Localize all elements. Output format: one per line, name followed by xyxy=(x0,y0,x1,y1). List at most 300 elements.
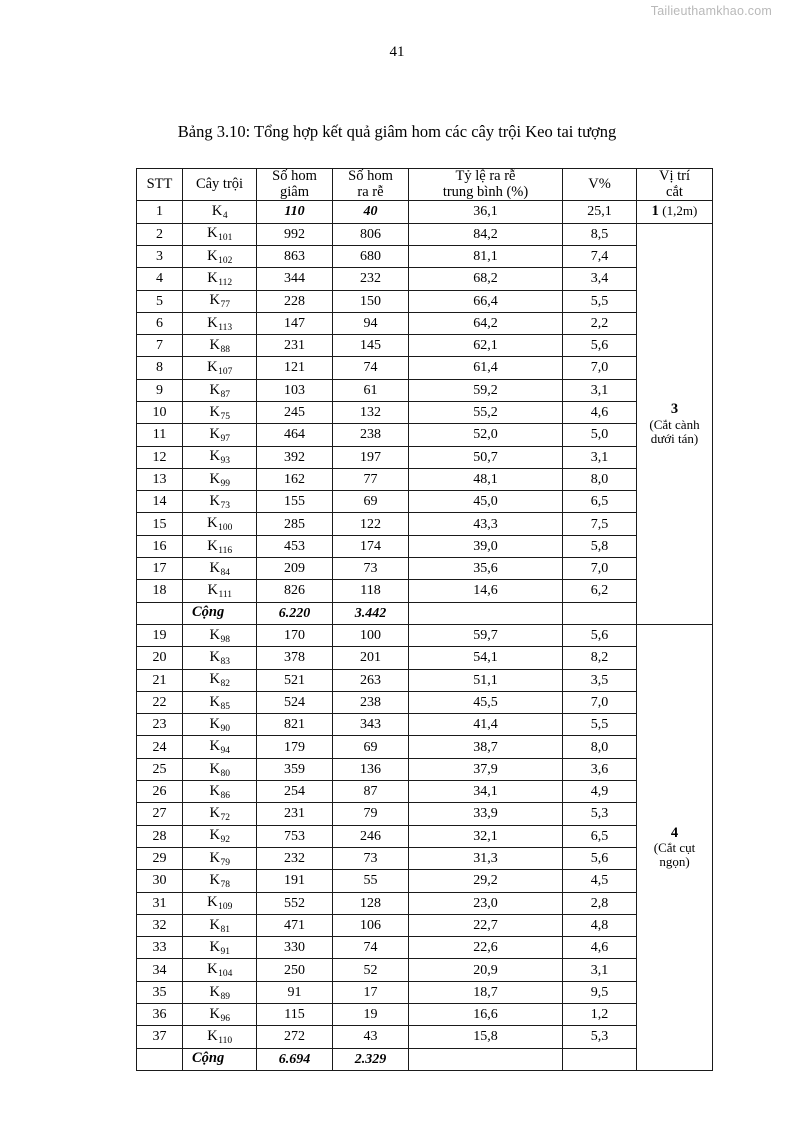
tree-code-letter: K xyxy=(207,359,218,376)
cell-stt: 8 xyxy=(137,357,183,379)
cell-rooted: 69 xyxy=(333,736,409,758)
tree-code-letter: K xyxy=(209,492,220,509)
tree-code-subscript: 75 xyxy=(220,411,230,422)
tree-code-subscript: 89 xyxy=(220,991,230,1002)
cell-rooted: 174 xyxy=(333,535,409,557)
cell-tree-code xyxy=(183,825,257,847)
cell-rooted: 118 xyxy=(333,580,409,602)
tree-code-letter: K xyxy=(207,961,218,978)
cell-rooting-rate: 50,7 xyxy=(409,446,563,468)
cell-variation: 2,2 xyxy=(563,312,637,334)
table-row xyxy=(137,335,713,357)
cell-tree-code xyxy=(183,892,257,914)
tree-code-subscript: 85 xyxy=(220,701,230,712)
cell-cuttings: 191 xyxy=(257,870,333,892)
table-row xyxy=(137,758,713,780)
cell-sum-label: Cộng xyxy=(183,1048,257,1070)
cell-variation: 1,2 xyxy=(563,1004,637,1026)
cell-rooting-rate: 59,7 xyxy=(409,624,563,646)
cell-rooted: 806 xyxy=(333,223,409,245)
header-rate xyxy=(409,169,563,201)
header-position-line1: Vị trí xyxy=(658,168,690,184)
table-row xyxy=(137,446,713,468)
cell-tree-code xyxy=(183,1026,257,1048)
cell-tree-code xyxy=(183,758,257,780)
cell-rooted: 106 xyxy=(333,914,409,936)
cell-stt: 13 xyxy=(137,468,183,490)
cell-stt: 4 xyxy=(137,268,183,290)
table-sum-row xyxy=(137,1048,713,1070)
cell-tree-code xyxy=(183,245,257,267)
cell-sum-cuttings: 6.694 xyxy=(257,1048,333,1070)
site-watermark: Tailieuthamkhao.com xyxy=(650,4,772,18)
cell-stt: 12 xyxy=(137,446,183,468)
cell-stt xyxy=(137,1048,183,1070)
tree-code-letter: K xyxy=(209,1005,220,1022)
position-number: 1 xyxy=(651,203,659,220)
tree-code-subscript: 116 xyxy=(218,545,233,556)
cell-variation: 5,8 xyxy=(563,535,637,557)
table-header xyxy=(137,169,713,201)
cell-tree-code xyxy=(183,290,257,312)
cell-tree-code xyxy=(183,714,257,736)
cell-rooted: 79 xyxy=(333,803,409,825)
tree-code-subscript: 94 xyxy=(220,746,230,757)
table-row xyxy=(137,245,713,267)
cell-stt: 20 xyxy=(137,647,183,669)
cell-cuttings: 147 xyxy=(257,312,333,334)
cell-rooted: 69 xyxy=(333,491,409,513)
cell-rooting-rate: 33,9 xyxy=(409,803,563,825)
tree-code-letter: K xyxy=(207,225,218,242)
cell-tree-code xyxy=(183,424,257,446)
table-row xyxy=(137,312,713,334)
cell-variation: 7,0 xyxy=(563,558,637,580)
position-detail: (1,2m) xyxy=(662,203,698,219)
cell-stt: 22 xyxy=(137,691,183,713)
tree-code-subscript: 79 xyxy=(220,857,230,868)
cell-rooting-rate: 81,1 xyxy=(409,245,563,267)
table-sum-row xyxy=(137,602,713,624)
position-detail-line1: (Cắt cành xyxy=(649,416,700,432)
table-row xyxy=(137,736,713,758)
position-detail-line2: dưới tán) xyxy=(650,430,699,446)
cell-variation: 6,2 xyxy=(563,580,637,602)
cell-tree-code xyxy=(183,357,257,379)
cell-rooting-rate: 45,5 xyxy=(409,691,563,713)
cell-cuttings: 254 xyxy=(257,781,333,803)
cell-variation: 5,3 xyxy=(563,803,637,825)
tree-code-subscript: 81 xyxy=(220,924,230,935)
table-row xyxy=(137,379,713,401)
cell-sum-variation xyxy=(563,1048,637,1070)
cell-cuttings: 115 xyxy=(257,1004,333,1026)
cell-tree-code xyxy=(183,847,257,869)
cell-cuttings: 232 xyxy=(257,847,333,869)
table-row xyxy=(137,1004,713,1026)
cell-stt: 6 xyxy=(137,312,183,334)
table-row xyxy=(137,624,713,646)
cell-stt: 9 xyxy=(137,379,183,401)
cell-rooting-rate: 15,8 xyxy=(409,1026,563,1048)
cell-tree-code xyxy=(183,870,257,892)
cell-variation: 5,3 xyxy=(563,1026,637,1048)
cell-stt: 17 xyxy=(137,558,183,580)
table-row xyxy=(137,781,713,803)
cell-rooting-rate: 36,1 xyxy=(409,201,563,223)
cell-variation: 4,6 xyxy=(563,401,637,423)
cell-stt: 5 xyxy=(137,290,183,312)
table-row xyxy=(137,803,713,825)
cell-stt: 18 xyxy=(137,580,183,602)
cell-rooting-rate: 66,4 xyxy=(409,290,563,312)
cell-tree-code xyxy=(183,468,257,490)
tree-code-subscript: 72 xyxy=(220,813,230,824)
cell-variation: 3,1 xyxy=(563,379,637,401)
cell-stt: 1 xyxy=(137,201,183,223)
tree-code-letter: K xyxy=(209,760,220,777)
tree-code-letter: K xyxy=(207,314,218,331)
cell-variation: 4,9 xyxy=(563,781,637,803)
cell-sum-rooted: 3.442 xyxy=(333,602,409,624)
cell-variation: 5,0 xyxy=(563,424,637,446)
cell-rooted: 246 xyxy=(333,825,409,847)
cell-tree-code xyxy=(183,959,257,981)
cell-tree-code xyxy=(183,691,257,713)
tree-code-letter: K xyxy=(209,292,220,309)
cell-rooted: 238 xyxy=(333,691,409,713)
cell-variation: 5,5 xyxy=(563,714,637,736)
cell-stt: 14 xyxy=(137,491,183,513)
cell-stt: 7 xyxy=(137,335,183,357)
cell-rooted: 197 xyxy=(333,446,409,468)
cell-stt: 23 xyxy=(137,714,183,736)
cell-cuttings: 250 xyxy=(257,959,333,981)
cell-cuttings: 826 xyxy=(257,580,333,602)
table-row xyxy=(137,914,713,936)
cell-variation: 3,1 xyxy=(563,446,637,468)
tree-code-subscript: 83 xyxy=(220,657,230,668)
cell-variation: 7,0 xyxy=(563,691,637,713)
table-body xyxy=(137,201,713,1071)
tree-code-letter: K xyxy=(209,849,220,866)
cell-rooted: 132 xyxy=(333,401,409,423)
tree-code-letter: K xyxy=(207,270,218,287)
cell-cuttings: 121 xyxy=(257,357,333,379)
cell-tree-code xyxy=(183,781,257,803)
cell-cuttings: 521 xyxy=(257,669,333,691)
table-container xyxy=(136,168,712,1071)
table-row xyxy=(137,558,713,580)
cell-variation: 4,5 xyxy=(563,870,637,892)
cell-tree-code xyxy=(183,981,257,1003)
cell-stt: 11 xyxy=(137,424,183,446)
cell-tree-code xyxy=(183,491,257,513)
cell-variation: 3,1 xyxy=(563,959,637,981)
position-detail-line1: (Cắt cụt xyxy=(653,840,696,856)
cell-tree-code xyxy=(183,580,257,602)
tree-code-letter: K xyxy=(207,582,218,599)
cell-cuttings: 359 xyxy=(257,758,333,780)
cell-rooted: 61 xyxy=(333,379,409,401)
cell-cuttings: 228 xyxy=(257,290,333,312)
tree-code-subscript: 77 xyxy=(220,300,230,311)
cell-tree-code xyxy=(183,647,257,669)
cell-stt: 36 xyxy=(137,1004,183,1026)
header-stt: STT xyxy=(137,169,183,201)
header-cuttings xyxy=(257,169,333,201)
cell-rooting-rate: 68,2 xyxy=(409,268,563,290)
cell-rooted: 55 xyxy=(333,870,409,892)
cell-stt xyxy=(137,602,183,624)
table-row xyxy=(137,892,713,914)
tree-code-letter: K xyxy=(209,782,220,799)
cell-cuttings: 344 xyxy=(257,268,333,290)
header-cuttings-line2: giâm xyxy=(280,183,309,200)
tree-code-subscript: 111 xyxy=(218,590,233,601)
cell-rooted: 122 xyxy=(333,513,409,535)
cell-rooted: 145 xyxy=(333,335,409,357)
cell-rooted: 52 xyxy=(333,959,409,981)
cell-tree-code xyxy=(183,669,257,691)
cell-rooting-rate: 37,9 xyxy=(409,758,563,780)
tree-code-subscript: 82 xyxy=(220,679,230,690)
cell-cuttings: 992 xyxy=(257,223,333,245)
tree-code-letter: K xyxy=(209,448,220,465)
table-row xyxy=(137,357,713,379)
cell-rooted: 43 xyxy=(333,1026,409,1048)
tree-code-subscript: 102 xyxy=(218,255,233,266)
cell-variation: 25,1 xyxy=(563,201,637,223)
table-row xyxy=(137,223,713,245)
cell-stt: 27 xyxy=(137,803,183,825)
table-row xyxy=(137,937,713,959)
cell-stt: 3 xyxy=(137,245,183,267)
cell-tree-code xyxy=(183,803,257,825)
cell-stt: 19 xyxy=(137,624,183,646)
cell-rooting-rate: 61,4 xyxy=(409,357,563,379)
cell-rooted: 680 xyxy=(333,245,409,267)
cell-variation: 6,5 xyxy=(563,825,637,847)
cell-rooted: 136 xyxy=(333,758,409,780)
tree-code-subscript: 110 xyxy=(218,1036,233,1047)
cell-rooted: 128 xyxy=(333,892,409,914)
cell-stt: 16 xyxy=(137,535,183,557)
tree-code-letter: K xyxy=(209,559,220,576)
cell-rooting-rate: 32,1 xyxy=(409,825,563,847)
cell-cuttings: 471 xyxy=(257,914,333,936)
cell-stt: 24 xyxy=(137,736,183,758)
table-row xyxy=(137,981,713,1003)
cell-variation: 3,5 xyxy=(563,669,637,691)
header-rooted-line1: Số hom xyxy=(348,168,393,184)
tree-code-letter: K xyxy=(209,336,220,353)
tree-code-letter: K xyxy=(207,247,218,264)
cell-rooting-rate: 41,4 xyxy=(409,714,563,736)
cell-cuttings: 285 xyxy=(257,513,333,535)
tree-code-subscript: 80 xyxy=(220,768,230,779)
table-row xyxy=(137,959,713,981)
cell-stt: 37 xyxy=(137,1026,183,1048)
cell-cuttings: 155 xyxy=(257,491,333,513)
tree-code-letter: K xyxy=(209,827,220,844)
cell-rooting-rate: 18,7 xyxy=(409,981,563,1003)
cell-tree-code xyxy=(183,558,257,580)
cell-cuttings: 170 xyxy=(257,624,333,646)
cell-rooted: 150 xyxy=(333,290,409,312)
cell-rooting-rate: 64,2 xyxy=(409,312,563,334)
table-row xyxy=(137,468,713,490)
cell-rooting-rate: 48,1 xyxy=(409,468,563,490)
cell-tree-code xyxy=(183,736,257,758)
cell-stt: 2 xyxy=(137,223,183,245)
tree-code-subscript: 109 xyxy=(218,902,233,913)
header-rate-line2: trung bình (%) xyxy=(442,183,529,200)
table-row xyxy=(137,847,713,869)
cell-variation: 7,5 xyxy=(563,513,637,535)
table-row xyxy=(137,268,713,290)
tree-code-letter: K xyxy=(209,938,220,955)
cell-cuttings: 453 xyxy=(257,535,333,557)
tree-code-letter: K xyxy=(209,715,220,732)
cell-cuttings: 231 xyxy=(257,335,333,357)
tree-code-subscript: 113 xyxy=(218,322,233,333)
cell-rooted: 232 xyxy=(333,268,409,290)
header-cuttings-line1: Số hom xyxy=(272,168,317,184)
table-row xyxy=(137,825,713,847)
table-row xyxy=(137,491,713,513)
cell-cuttings: 272 xyxy=(257,1026,333,1048)
tree-code-letter: K xyxy=(207,894,218,911)
header-position xyxy=(637,169,713,201)
cell-stt: 15 xyxy=(137,513,183,535)
cell-stt: 21 xyxy=(137,669,183,691)
header-row xyxy=(137,169,713,201)
cell-variation: 9,5 xyxy=(563,981,637,1003)
table-row xyxy=(137,424,713,446)
cell-tree-code xyxy=(183,201,257,223)
cell-cuttings: 753 xyxy=(257,825,333,847)
cell-stt: 31 xyxy=(137,892,183,914)
tree-code-letter: K xyxy=(209,872,220,889)
cell-variation: 5,6 xyxy=(563,847,637,869)
cell-rooting-rate: 62,1 xyxy=(409,335,563,357)
cell-rooting-rate: 31,3 xyxy=(409,847,563,869)
cell-rooting-rate: 14,6 xyxy=(409,580,563,602)
position-number: 4 xyxy=(670,824,679,841)
cell-tree-code xyxy=(183,1004,257,1026)
cell-cuttings: 209 xyxy=(257,558,333,580)
cell-rooted: 73 xyxy=(333,558,409,580)
cell-cuttings: 245 xyxy=(257,401,333,423)
cell-tree-code xyxy=(183,401,257,423)
tree-code-subscript: 112 xyxy=(218,278,233,289)
cell-tree-code xyxy=(183,268,257,290)
cell-variation: 3,6 xyxy=(563,758,637,780)
tree-code-subscript: 88 xyxy=(220,344,230,355)
tree-code-letter: K xyxy=(209,426,220,443)
cell-tree-code xyxy=(183,335,257,357)
cell-rooted: 19 xyxy=(333,1004,409,1026)
table-row xyxy=(137,513,713,535)
cell-variation: 7,0 xyxy=(563,357,637,379)
page-number: 41 xyxy=(389,44,405,60)
cell-cuttings: 162 xyxy=(257,468,333,490)
cell-stt: 26 xyxy=(137,781,183,803)
tree-code-subscript: 101 xyxy=(218,233,233,244)
cell-tree-code xyxy=(183,312,257,334)
cell-tree-code xyxy=(183,937,257,959)
cell-variation: 4,6 xyxy=(563,937,637,959)
cell-tree-code xyxy=(183,624,257,646)
cell-stt: 33 xyxy=(137,937,183,959)
cell-rooted: 17 xyxy=(333,981,409,1003)
cell-rooting-rate: 29,2 xyxy=(409,870,563,892)
cell-sum-rate xyxy=(409,1048,563,1070)
tree-code-letter: K xyxy=(209,671,220,688)
tree-code-letter: K xyxy=(209,983,220,1000)
table-row xyxy=(137,535,713,557)
cell-rooted: 87 xyxy=(333,781,409,803)
cell-rooted: 74 xyxy=(333,937,409,959)
cell-stt: 30 xyxy=(137,870,183,892)
table-row xyxy=(137,1026,713,1048)
position-number: 3 xyxy=(670,400,679,417)
cell-rooting-rate: 54,1 xyxy=(409,647,563,669)
tree-code-subscript: 100 xyxy=(218,523,233,534)
tree-code-letter: K xyxy=(209,470,220,487)
tree-code-subscript: 91 xyxy=(220,946,230,957)
table-row xyxy=(137,714,713,736)
table-row xyxy=(137,647,713,669)
cell-variation: 5,6 xyxy=(563,624,637,646)
tree-code-letter: K xyxy=(211,203,223,220)
tree-code-subscript: 78 xyxy=(220,880,230,891)
cell-sum-cuttings: 6.220 xyxy=(257,602,333,624)
table-row xyxy=(137,201,713,223)
tree-code-subscript: 86 xyxy=(220,790,230,801)
cell-rooted: 263 xyxy=(333,669,409,691)
table-caption: Bảng 3.10: Tổng hợp kết quả giâm hom các cây trội Keo tai tượng xyxy=(177,122,617,141)
cell-rooting-rate: 43,3 xyxy=(409,513,563,535)
cell-rooted: 73 xyxy=(333,847,409,869)
cell-variation: 3,4 xyxy=(563,268,637,290)
cell-variation: 2,8 xyxy=(563,892,637,914)
cell-rooting-rate: 38,7 xyxy=(409,736,563,758)
cell-rooted: 40 xyxy=(333,201,409,223)
cell-variation: 8,5 xyxy=(563,223,637,245)
cell-rooting-rate: 22,6 xyxy=(409,937,563,959)
header-rooted xyxy=(333,169,409,201)
cell-sum-rate xyxy=(409,602,563,624)
cell-stt: 28 xyxy=(137,825,183,847)
cell-stt: 35 xyxy=(137,981,183,1003)
cell-cuttings: 378 xyxy=(257,647,333,669)
tree-code-letter: K xyxy=(207,1028,218,1045)
table-row xyxy=(137,401,713,423)
cell-rooting-rate: 52,0 xyxy=(409,424,563,446)
tree-code-subscript: 4 xyxy=(222,211,228,222)
cell-rooting-rate: 55,2 xyxy=(409,401,563,423)
header-tree: Cây trội xyxy=(183,169,257,201)
cell-rooting-rate: 45,0 xyxy=(409,491,563,513)
table-row xyxy=(137,290,713,312)
cell-cuttings: 110 xyxy=(257,201,333,223)
tree-code-subscript: 107 xyxy=(218,367,233,378)
cell-cuttings: 821 xyxy=(257,714,333,736)
tree-code-letter: K xyxy=(209,626,220,643)
cell-rooted: 100 xyxy=(333,624,409,646)
